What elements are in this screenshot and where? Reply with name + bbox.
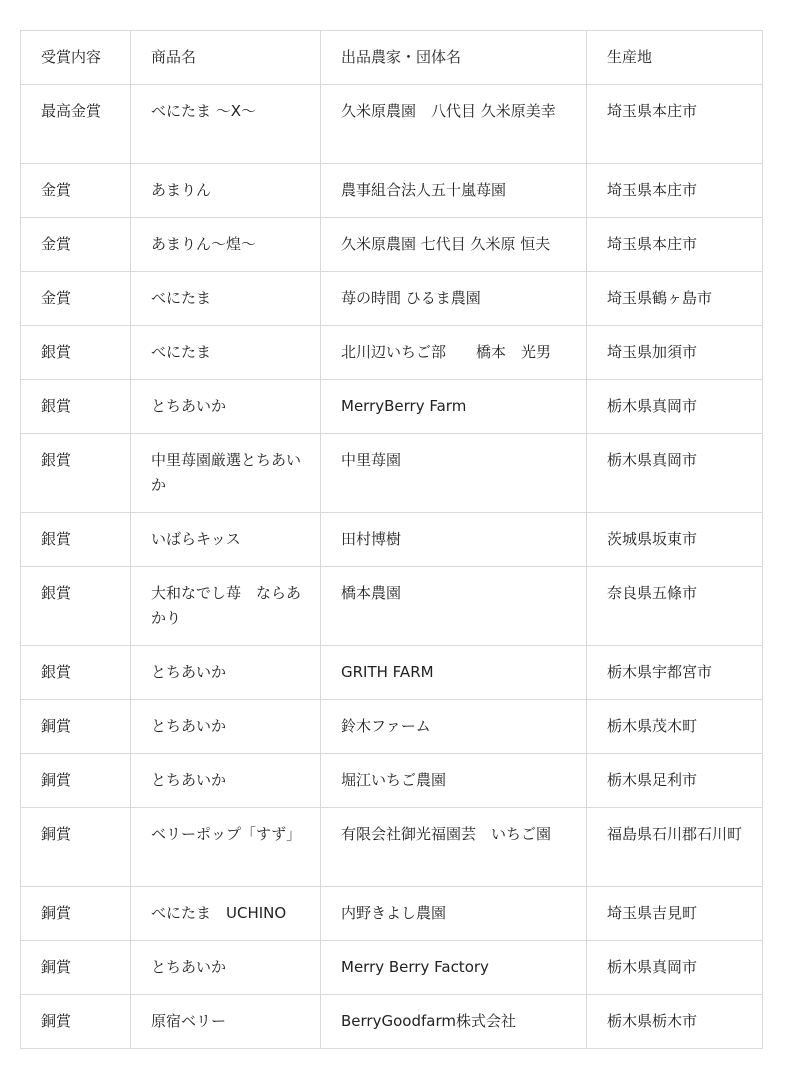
cell-producer: BerryGoodfarm株式会社 bbox=[321, 995, 587, 1049]
cell-location: 埼玉県本庄市 bbox=[587, 218, 763, 272]
table-row bbox=[21, 164, 763, 218]
cell-location: 埼玉県鶴ヶ島市 bbox=[587, 272, 763, 326]
header-award: 受賞内容 bbox=[21, 31, 131, 85]
header-product: 商品名 bbox=[131, 31, 321, 85]
cell-producer: 鈴木ファーム bbox=[321, 700, 587, 754]
cell-producer: 橋本農園 bbox=[321, 567, 587, 646]
cell-award: 銅賞 bbox=[21, 754, 131, 808]
table-row bbox=[21, 941, 763, 995]
table-header bbox=[21, 31, 763, 85]
table-row bbox=[21, 326, 763, 380]
cell-producer: 中里苺園 bbox=[321, 434, 587, 513]
cell-product: いばらキッス bbox=[131, 513, 321, 567]
cell-producer: MerryBerry Farm bbox=[321, 380, 587, 434]
cell-award: 金賞 bbox=[21, 272, 131, 326]
table-row bbox=[21, 700, 763, 754]
header-location: 生産地 bbox=[587, 31, 763, 85]
cell-location: 栃木県栃木市 bbox=[587, 995, 763, 1049]
awards-table bbox=[20, 30, 763, 1049]
table-row bbox=[21, 995, 763, 1049]
cell-product: とちあいか bbox=[131, 700, 321, 754]
table-row bbox=[21, 434, 763, 513]
cell-product: ベリーポップ「すず」 bbox=[131, 808, 321, 887]
cell-producer: 北川辺いちご部 橋本 光男 bbox=[321, 326, 587, 380]
cell-location: 埼玉県吉見町 bbox=[587, 887, 763, 941]
cell-product: とちあいか bbox=[131, 754, 321, 808]
table-row bbox=[21, 380, 763, 434]
cell-award: 銀賞 bbox=[21, 646, 131, 700]
table-row bbox=[21, 887, 763, 941]
cell-location: 栃木県茂木町 bbox=[587, 700, 763, 754]
cell-producer: 田村博樹 bbox=[321, 513, 587, 567]
cell-producer: 堀江いちご農園 bbox=[321, 754, 587, 808]
cell-producer: 久米原農園 七代目 久米原 恒夫 bbox=[321, 218, 587, 272]
cell-product: 大和なでし苺 ならあかり bbox=[131, 567, 321, 646]
cell-product: とちあいか bbox=[131, 941, 321, 995]
cell-product: 原宿ベリー bbox=[131, 995, 321, 1049]
cell-award: 銀賞 bbox=[21, 380, 131, 434]
cell-location: 栃木県足利市 bbox=[587, 754, 763, 808]
cell-producer: 内野きよし農園 bbox=[321, 887, 587, 941]
cell-location: 栃木県真岡市 bbox=[587, 434, 763, 513]
cell-location: 福島県石川郡石川町 bbox=[587, 808, 763, 887]
table-row bbox=[21, 567, 763, 646]
cell-product: あまりん bbox=[131, 164, 321, 218]
cell-location: 栃木県宇都宮市 bbox=[587, 646, 763, 700]
table-body bbox=[21, 85, 763, 1049]
cell-producer: 苺の時間 ひるま農園 bbox=[321, 272, 587, 326]
cell-award: 銅賞 bbox=[21, 995, 131, 1049]
cell-location: 奈良県五條市 bbox=[587, 567, 763, 646]
cell-product: とちあいか bbox=[131, 380, 321, 434]
table-row bbox=[21, 272, 763, 326]
cell-location: 栃木県真岡市 bbox=[587, 941, 763, 995]
cell-product: べにたま bbox=[131, 272, 321, 326]
cell-product: とちあいか bbox=[131, 646, 321, 700]
awards-table-container bbox=[20, 30, 762, 1049]
cell-location: 埼玉県本庄市 bbox=[587, 85, 763, 164]
cell-award: 銀賞 bbox=[21, 513, 131, 567]
cell-producer: 農事組合法人五十嵐苺園 bbox=[321, 164, 587, 218]
cell-producer: GRITH FARM bbox=[321, 646, 587, 700]
table-row bbox=[21, 513, 763, 567]
cell-award: 銀賞 bbox=[21, 567, 131, 646]
header-row bbox=[21, 31, 763, 85]
cell-award: 銀賞 bbox=[21, 434, 131, 513]
cell-product: 中里苺園厳選とちあいか bbox=[131, 434, 321, 513]
cell-award: 銅賞 bbox=[21, 887, 131, 941]
table-row bbox=[21, 646, 763, 700]
cell-location: 栃木県真岡市 bbox=[587, 380, 763, 434]
cell-location: 埼玉県加須市 bbox=[587, 326, 763, 380]
cell-product: あまりん～煌～ bbox=[131, 218, 321, 272]
cell-location: 埼玉県本庄市 bbox=[587, 164, 763, 218]
cell-product: べにたま UCHINO bbox=[131, 887, 321, 941]
cell-location: 茨城県坂東市 bbox=[587, 513, 763, 567]
table-row bbox=[21, 218, 763, 272]
cell-award: 銅賞 bbox=[21, 700, 131, 754]
cell-producer: 有限会社御光福園芸 いちご園 bbox=[321, 808, 587, 887]
cell-award: 銅賞 bbox=[21, 808, 131, 887]
header-producer: 出品農家・団体名 bbox=[321, 31, 587, 85]
cell-award: 最高金賞 bbox=[21, 85, 131, 164]
cell-producer: 久米原農園 八代目 久米原美幸 bbox=[321, 85, 587, 164]
cell-award: 銅賞 bbox=[21, 941, 131, 995]
cell-award: 銀賞 bbox=[21, 326, 131, 380]
cell-award: 金賞 bbox=[21, 218, 131, 272]
cell-award: 金賞 bbox=[21, 164, 131, 218]
table-row bbox=[21, 85, 763, 164]
table-row bbox=[21, 808, 763, 887]
cell-product: べにたま bbox=[131, 326, 321, 380]
cell-producer: Merry Berry Factory bbox=[321, 941, 587, 995]
table-row bbox=[21, 754, 763, 808]
cell-product: べにたま ～X～ bbox=[131, 85, 321, 164]
